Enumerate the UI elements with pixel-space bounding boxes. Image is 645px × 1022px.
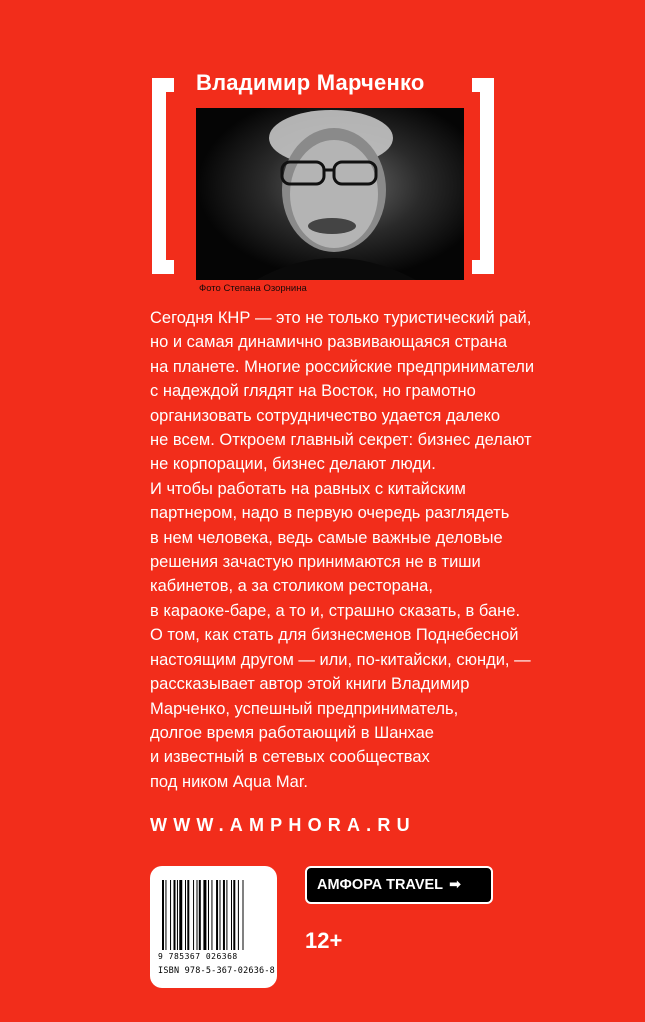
isbn-number: ISBN 978-5-367-02636-8 [158,966,275,976]
isbn-barcode [150,866,277,988]
barcode-stripe [185,880,186,950]
description-line: О том, как стать для бизнесменов Поднебесной [150,626,519,645]
barcode-stripe [162,880,164,950]
author-photo [196,108,464,280]
description-line: на планете. Многие российские предприниматели [150,357,535,376]
barcode-stripe [243,880,244,950]
barcode-stripe [223,880,225,950]
description-line: кабинетов, а за столиком ресторана, [150,577,433,596]
description-line: в караоке-баре, а то и, страшно сказать, в бане. [150,601,521,620]
left-bracket [152,78,174,274]
description-line: с надеждой глядят на Восток, но грамотно [150,382,476,401]
barcode-stripe [233,880,235,950]
series-label: АМФОРА TRAVEL [317,877,444,893]
barcode-bars [162,880,265,950]
barcode-stripe [170,880,171,950]
publisher-website: WWW.AMPHORA.RU [150,815,416,835]
right-bracket [472,78,494,274]
barcode-stripe [187,880,189,950]
barcode-stripe [197,880,198,950]
series-badge [305,866,493,904]
barcode-stripe [177,880,178,950]
barcode-stripe [211,880,212,950]
description-line: Сегодня КНР — это не только туристический рай, [150,309,532,327]
barcode-stripe [165,880,166,950]
arrow-right-icon: ➡ [449,877,462,893]
description-line: рассказывает автор этой книги Владимир [150,675,470,694]
barcode-stripe [179,880,182,950]
description-line: И чтобы работать на равных с китайским [150,479,466,498]
description-line: и известный в сетевых сообществах [150,748,430,767]
description-line: не всем. Откроем главный секрет: бизнес делают [150,431,532,450]
description-line: но и самая динамично развивающаяся страна [150,333,508,352]
barcode-stripe [193,880,194,950]
barcode-stripe [216,880,218,950]
age-rating: 12+ [305,928,343,953]
barcode-stripe [226,880,227,950]
barcode-stripe [208,880,209,950]
description-line: решения зачастую принимаются не в тиши [150,553,481,572]
description-line: Марченко, успешный предприниматель, [150,699,459,718]
portrait-illustration [196,108,464,280]
description-line: в нем человека, ведь самые важные деловые [150,528,503,547]
barcode-stripe [238,880,239,950]
barcode-stripe [174,880,176,950]
description-line: под ником Aqua Mar. [150,772,309,791]
barcode-stripe [199,880,201,950]
description-line: настоящим другом — или, по-китайски, сюнди, — [150,650,531,669]
author-name: Владимир Марченко [196,70,425,95]
description-line: организовать сотрудничество удается далеко [150,406,501,425]
description-line: партнером, надо в первую очередь разглядеть [150,504,510,523]
barcode-stripe [220,880,221,950]
description-line: долгое время работающий в Шанхае [150,723,434,742]
description-line: не корпорации, бизнес делают люди. [150,455,436,474]
barcode-stripe [231,880,232,950]
barcode-stripe [203,880,206,950]
barcode-digits: 9 785367 026368 [158,952,238,961]
photo-credit: Фото Степана Озорнина [199,283,307,294]
book-description [150,306,560,794]
